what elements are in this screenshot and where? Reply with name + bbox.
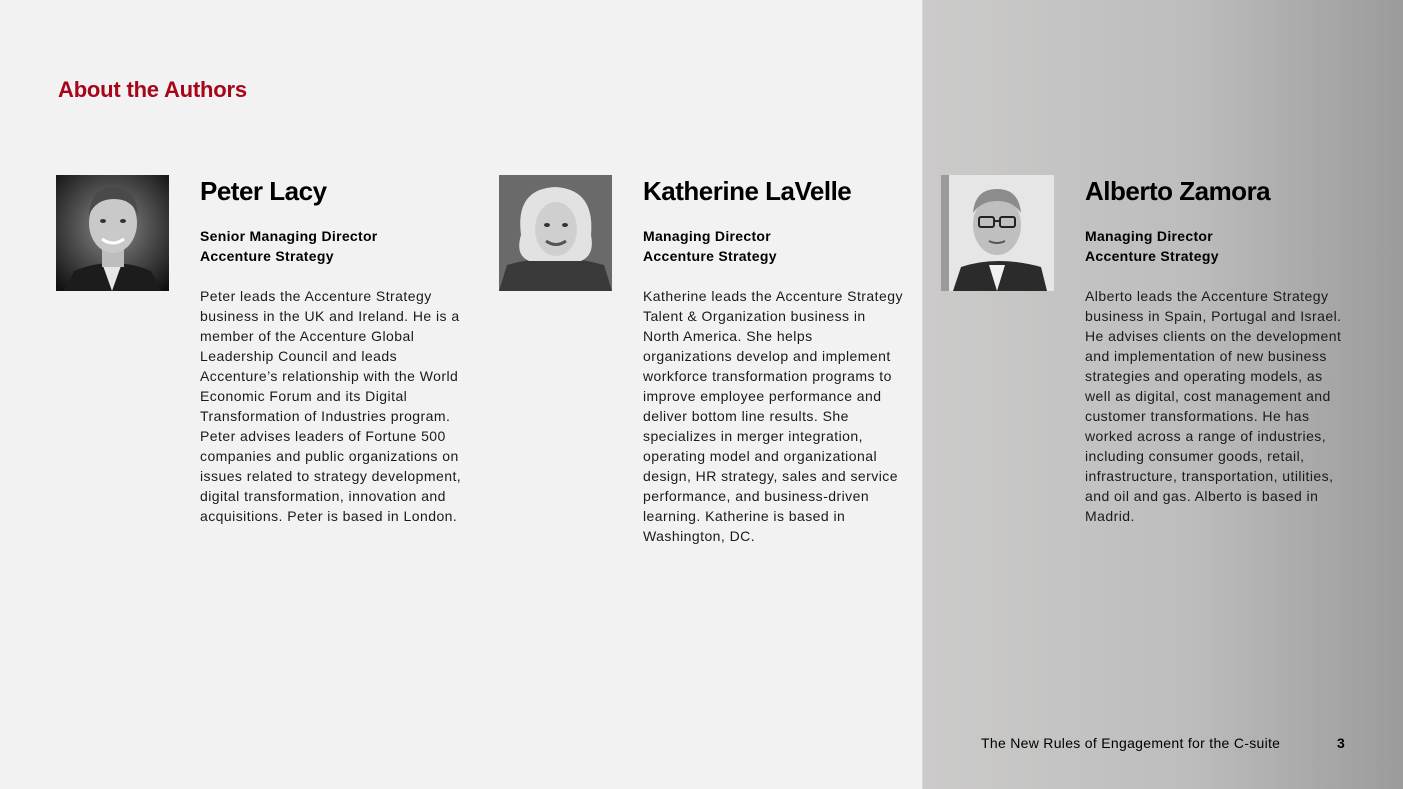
author-role — [643, 226, 905, 266]
author-role-title: Managing Director — [1085, 228, 1214, 244]
author-role-title: Senior Managing Director — [200, 228, 378, 244]
author-name: Alberto Zamora — [1085, 176, 1271, 206]
author-info — [1085, 175, 1347, 526]
author-bio: Peter leads the Accenture Strategy business in the UK and Ireland. He is a member of the Accenture Global Leadership Council and leads Accenture’s relationship with the World Economic Forum and its Digital Transformation of Industries program. Peter advises leaders of Fortune 500 companies and public organizations on issues related to strategy development, digital transformation, innovation and acquisitions. Peter is based in London. — [200, 288, 462, 524]
author-bio: Alberto leads the Accenture Strategy business in Spain, Portugal and Israel. He advises clients on the development and implementation of new business strategies and operating models, as well as digital, cost management and customer transformations. He has worked across a range of industries, including consumer goods, retail, infrastructure, transportation, utilities, and oil and gas. Alberto is based in Madrid. — [1085, 288, 1342, 524]
page-number: 3 — [1337, 735, 1345, 751]
page-title: About the Authors — [58, 77, 247, 102]
author-photo — [56, 175, 169, 291]
author-photo — [941, 175, 1054, 291]
author-name: Peter Lacy — [200, 176, 327, 206]
author-role-org: Accenture Strategy — [200, 248, 334, 264]
author-role — [1085, 226, 1347, 266]
author-name: Katherine LaVelle — [643, 176, 852, 206]
author-role-title: Managing Director — [643, 228, 772, 244]
footer-document-title: The New Rules of Engagement for the C-suite — [981, 735, 1281, 751]
author-info — [200, 175, 462, 526]
author-role-org: Accenture Strategy — [1085, 248, 1219, 264]
author-bio: Katherine leads the Accenture Strategy Talent & Organization business in North America. She helps organizations develop and implement workforce transformation programs to improve employee performance and deliver bottom line results. She specializes in merger integration, operating model and organizational design, HR strategy, sales and service performance, and business-driven learning. Katherine is based in Washington, DC. — [643, 288, 903, 544]
author-role-org: Accenture Strategy — [643, 248, 777, 264]
author-role — [200, 226, 462, 266]
author-photo — [499, 175, 612, 291]
author-info — [643, 175, 905, 546]
